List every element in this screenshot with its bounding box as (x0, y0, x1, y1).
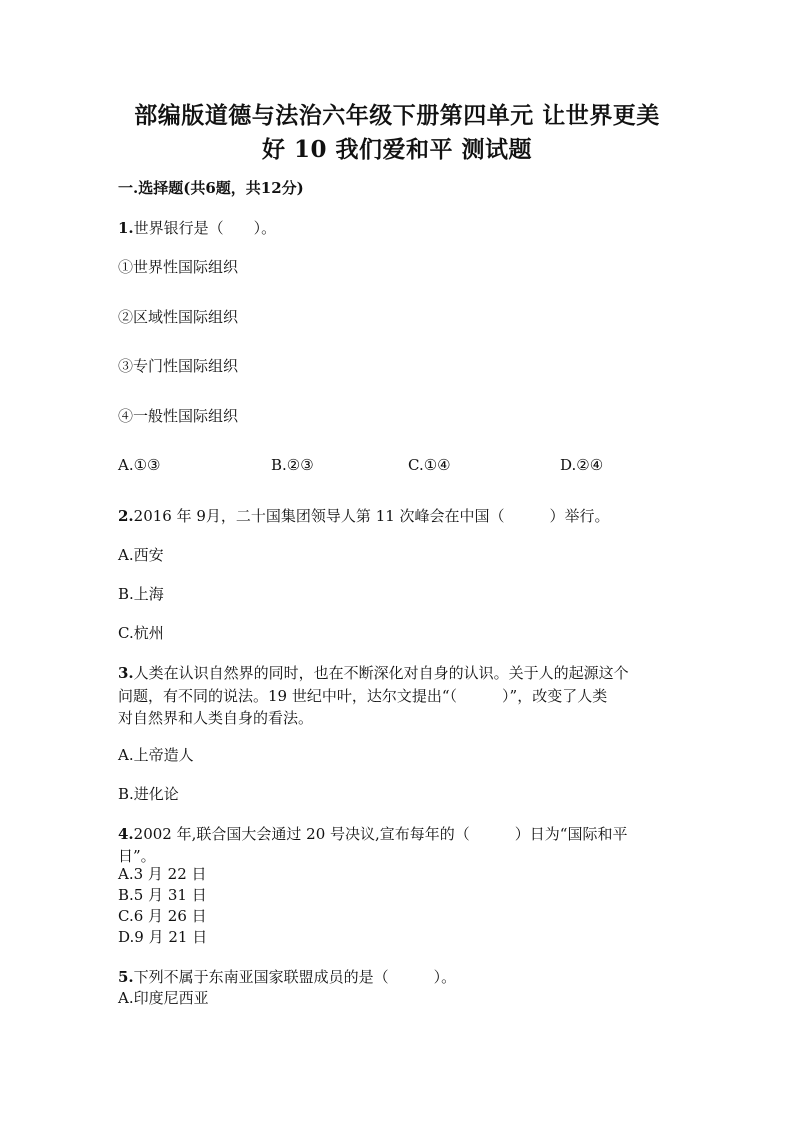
q3-option-b: B.进化论 (118, 785, 179, 803)
question-1 (118, 218, 678, 238)
question-number: 3. (118, 664, 134, 682)
page-title-line-1: 部编版道德与法治六年级下册第四单元 让世界更美 (134, 102, 660, 129)
q4-option-d: D.9 月 21 日 (118, 928, 208, 946)
question-3-line-3: 对自然界和人类自身的看法。 (118, 709, 314, 727)
q2-option-c: C.杭州 (118, 624, 164, 642)
question-number: 4. (118, 825, 134, 843)
question-5 (118, 967, 678, 987)
question-stem: 2016 年 9月，二十国集团领导人第 11 次峰会在中国（ ）举行。 (133, 507, 610, 525)
question-stem: 人类在认识自然界的同时，也在不断深化对自身的认识。关于人的起源这个 (133, 664, 629, 682)
q1-item-3: ③专门性国际组织 (118, 357, 239, 375)
q2-option-b: B.上海 (118, 585, 164, 603)
question-stem: 2002 年,联合国大会通过 20 号决议,宣布每年的（ ）日为“国际和平 (133, 825, 628, 843)
q1-option-d: D.②④ (560, 456, 604, 474)
question-number: 1. (118, 219, 134, 237)
q4-option-b: B.5 月 31 日 (118, 886, 207, 904)
q2-option-a: A.西安 (118, 546, 164, 564)
question-3-line-1 (118, 663, 678, 683)
q4-option-c: C.6 月 26 日 (118, 907, 207, 925)
q1-item-1: ①世界性国际组织 (118, 258, 239, 276)
q3-option-a: A.上帝造人 (118, 746, 194, 764)
question-2 (118, 506, 678, 526)
question-3-line-2: 问题，有不同的说法。19 世纪中叶，达尔文提出“（ ）”，改变了人类 (118, 687, 608, 705)
page-title-line-2: 好 10 我们爱和平 测试题 (261, 136, 533, 163)
question-stem: 世界银行是（ ）。 (133, 219, 277, 237)
question-number: 2. (118, 507, 134, 525)
question-stem: 下列不属于东南亚国家联盟成员的是（ ）。 (133, 968, 457, 986)
q4-option-a: A.3 月 22 日 (118, 865, 207, 883)
section-heading: 一.选择题(共6题，共12分) (118, 179, 304, 197)
question-4-line-1 (118, 824, 678, 844)
question-4-line-2: 日”。 (118, 847, 156, 865)
q1-item-2: ②区域性国际组织 (118, 308, 239, 326)
q1-option-b: B.②③ (271, 456, 314, 474)
q1-option-c: C.①④ (408, 456, 451, 474)
question-number: 5. (118, 968, 134, 986)
q5-option-a: A.印度尼西亚 (118, 989, 209, 1007)
q1-item-4: ④一般性国际组织 (118, 407, 239, 425)
q1-option-a: A.①③ (118, 456, 161, 474)
